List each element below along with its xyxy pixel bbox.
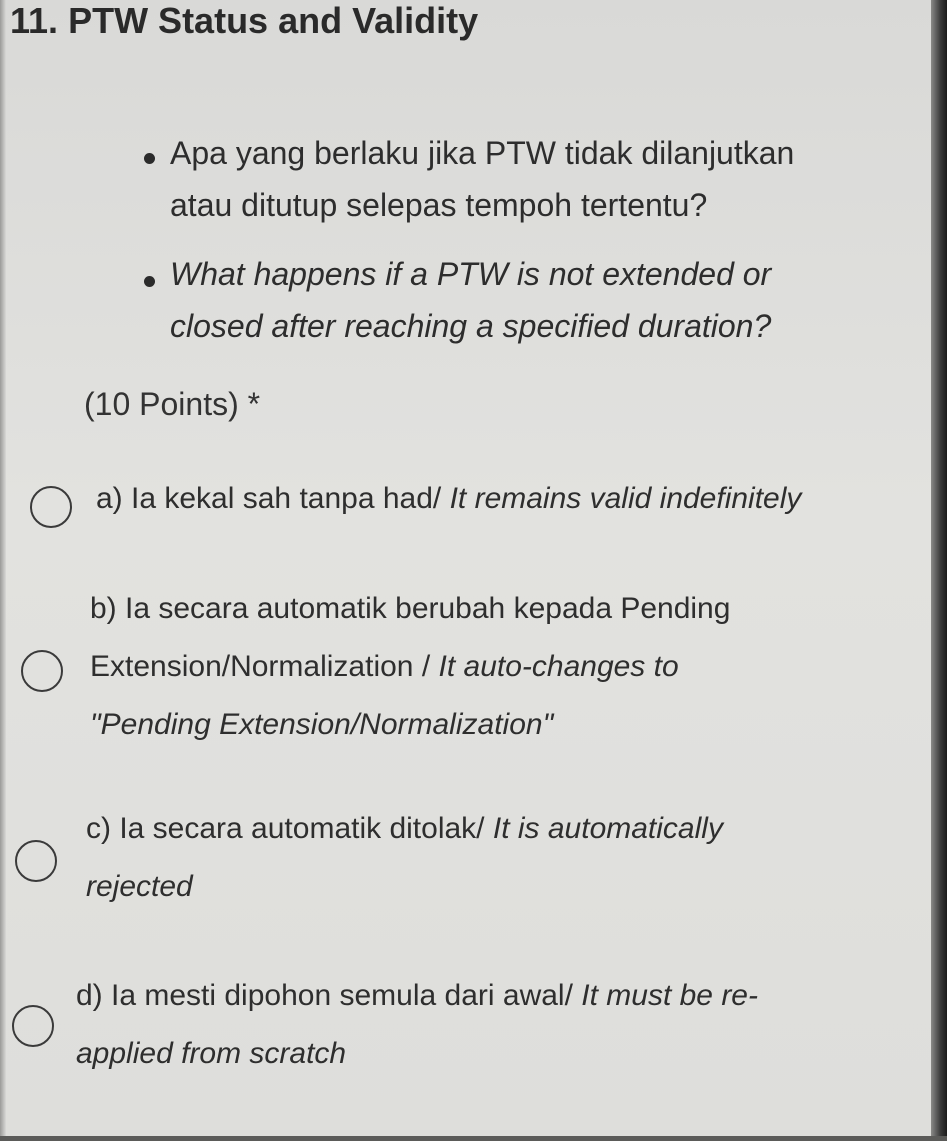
option-c-label <box>86 800 723 916</box>
question-text-english <box>170 248 930 352</box>
radio-button[interactable] <box>12 1005 54 1047</box>
screen-edge-right <box>931 0 947 1141</box>
option-text-english: It auto-changes to <box>438 650 679 683</box>
option-text: Extension/Normalization / <box>90 650 439 683</box>
option-b-label <box>90 580 730 754</box>
question-text-line: What happens if a PTW is not extended or <box>170 256 772 292</box>
radio-button[interactable] <box>15 840 57 882</box>
question-text-line: Apa yang berlaku jika PTW tidak dilanjutkan <box>170 135 795 171</box>
option-text-english: rejected <box>86 870 193 903</box>
option-text: b) Ia secara automatik berubah kepada Pending <box>90 592 731 625</box>
question-title <box>10 0 478 42</box>
option-c[interactable] <box>0 800 930 920</box>
question-text-line: atau ditutup selepas tempoh tertentu? <box>170 187 708 223</box>
option-b[interactable] <box>0 580 930 760</box>
points-label: (10 Points) * <box>84 386 261 422</box>
option-text-english: "Pending Extension/Normalization" <box>90 708 554 741</box>
radio-button[interactable] <box>30 486 72 528</box>
option-a[interactable] <box>0 470 930 540</box>
option-text-english: It is automatically <box>492 812 723 845</box>
question-title-text: PTW Status and Validity <box>68 0 479 41</box>
screen-edge-bottom <box>0 1136 947 1141</box>
option-text-english: applied from scratch <box>76 1037 347 1070</box>
option-d[interactable] <box>0 967 930 1087</box>
question-text-malay <box>170 127 910 231</box>
question-text-line: closed after reaching a specified duration? <box>170 308 772 344</box>
question-number: 11. <box>10 0 59 41</box>
option-text: c) Ia secara automatik ditolak/ <box>86 812 493 845</box>
option-text-english: It must be re- <box>581 979 758 1012</box>
option-d-label <box>76 967 758 1083</box>
bullet-dot <box>144 276 155 287</box>
option-text: d) Ia mesti dipohon semula dari awal/ <box>76 979 582 1012</box>
option-a-label <box>96 470 801 528</box>
option-text: a) Ia kekal sah tanpa had/ <box>96 482 450 515</box>
radio-button[interactable] <box>21 650 63 692</box>
option-text-english: It remains valid indefinitely <box>449 482 802 515</box>
bullet-dot <box>144 153 155 164</box>
